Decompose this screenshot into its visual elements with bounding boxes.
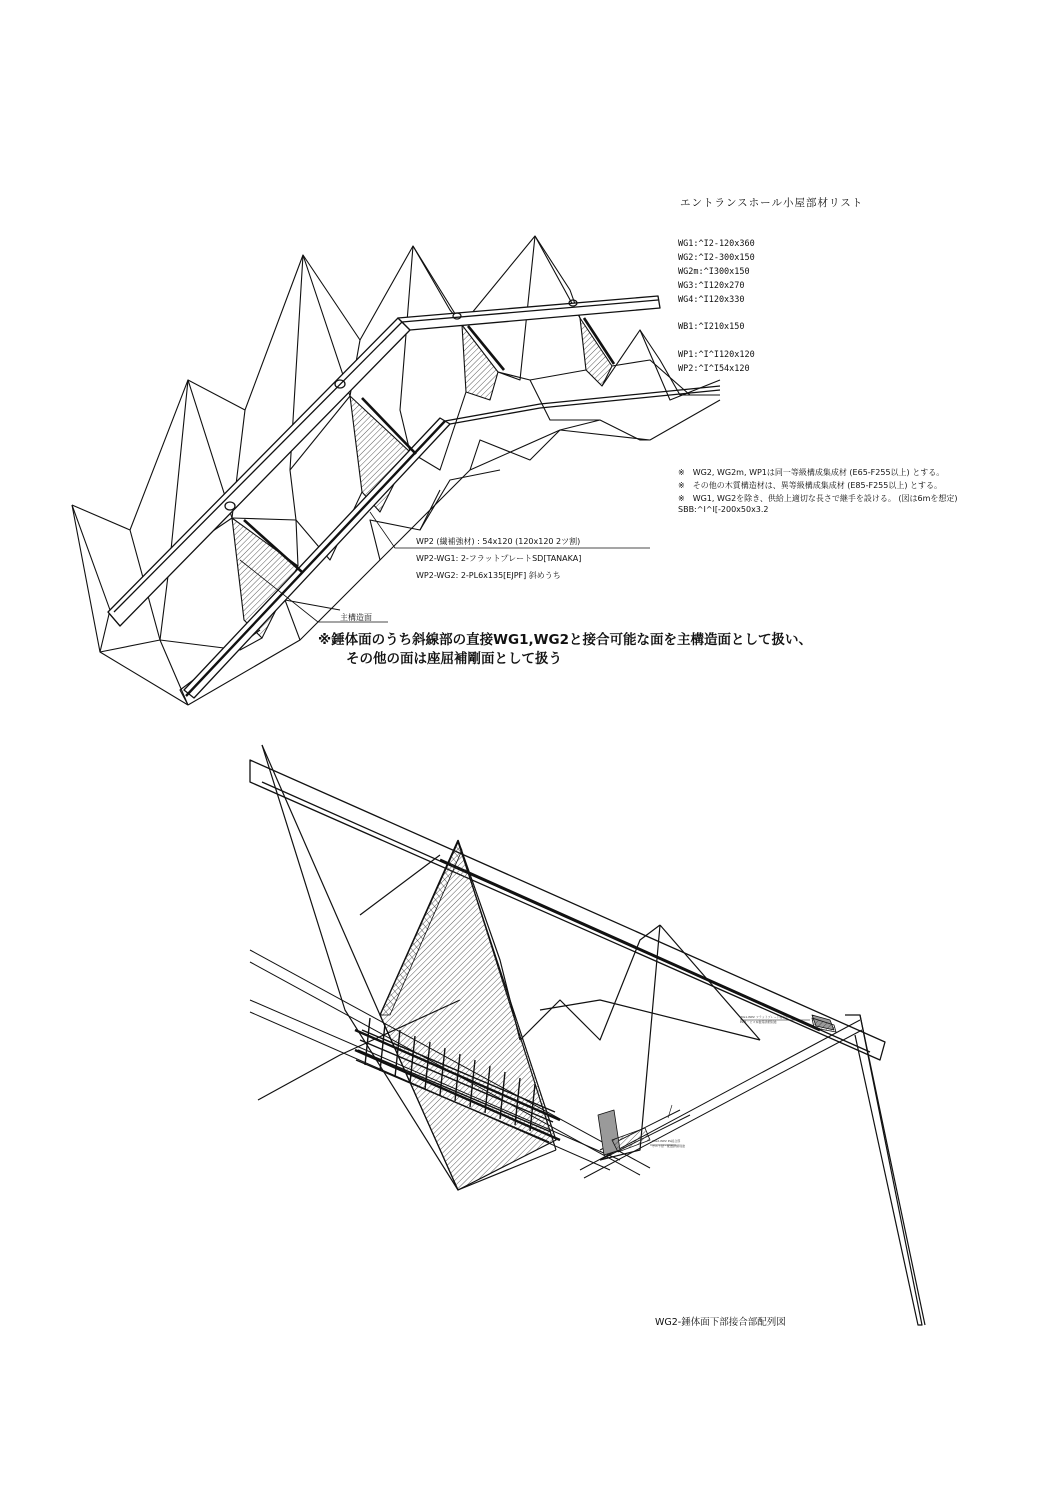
member-item: WG2:^I2-300x150 [678, 253, 755, 263]
spec-note: ※ WG1, WG2を除き、供給上適切な長さで継手を設ける。 (図は6mを想定) [678, 494, 958, 503]
member-item: WP2:^I^I54x120 [678, 364, 750, 374]
detail-label-upper: WG1-WP2 フラットプレート接合部 [740, 1015, 789, 1019]
detail-label-upper-sub: PL厚・ビス本数等詳細別途 [740, 1020, 777, 1024]
detail-label-lower: WG2-WP2 PL接合部 [652, 1139, 681, 1143]
member-item: WB1:^I210x150 [678, 322, 745, 332]
joint-detail-view [250, 745, 925, 1325]
member-item: WG3:^I120x270 [678, 281, 745, 291]
callout-wp2: WP2 (繊補強材) : 54x120 (120x120 2ツ割) [416, 537, 581, 546]
main-note-line1: ※錘体面のうち斜線部の直接WG1,WG2と接合可能な面を主構造面として扱い、 [318, 632, 812, 648]
member-item: WG2m:^I300x150 [678, 267, 750, 277]
member-list-title: エントランスホール小屋部材リスト [680, 197, 864, 209]
gray-joint-plates [598, 1015, 836, 1155]
detail-label-lower-sub: ボルト径・配置詳細別途 [652, 1144, 686, 1148]
member-item: WP1:^I^I120x120 [678, 350, 755, 360]
member-item: WG1:^I2-120x360 [678, 239, 755, 249]
main-note-line2: その他の面は座屈補剛面として扱う [346, 651, 562, 667]
spec-note: ※ WG2, WG2m, WP1は同一等級構成集成材 (E65-F255以上) とする。 [678, 468, 945, 477]
callout-wp2-wg2: WP2-WG2: 2-PL6x135[EJPF] 斜めうち [416, 571, 561, 580]
callout-main-surface: 主構造面 [340, 613, 372, 622]
detail-upper-beam [250, 760, 885, 1060]
figure-caption: WG2-錘体面下部接合部配列図 [655, 1317, 786, 1328]
detail-leaders [650, 1020, 810, 1145]
spec-note: ※ その他の木質構造材は、異等級構成集成材 (E85-F255以上) とする。 [678, 481, 943, 490]
callout-wp2-wg1: WP2-WG1: 2-フラットプレートSD[TANAKA] [416, 554, 582, 563]
spec-note: SBB:^I^I[-200x50x3.2 [678, 505, 769, 514]
member-item: WG4:^I120x330 [678, 295, 745, 305]
